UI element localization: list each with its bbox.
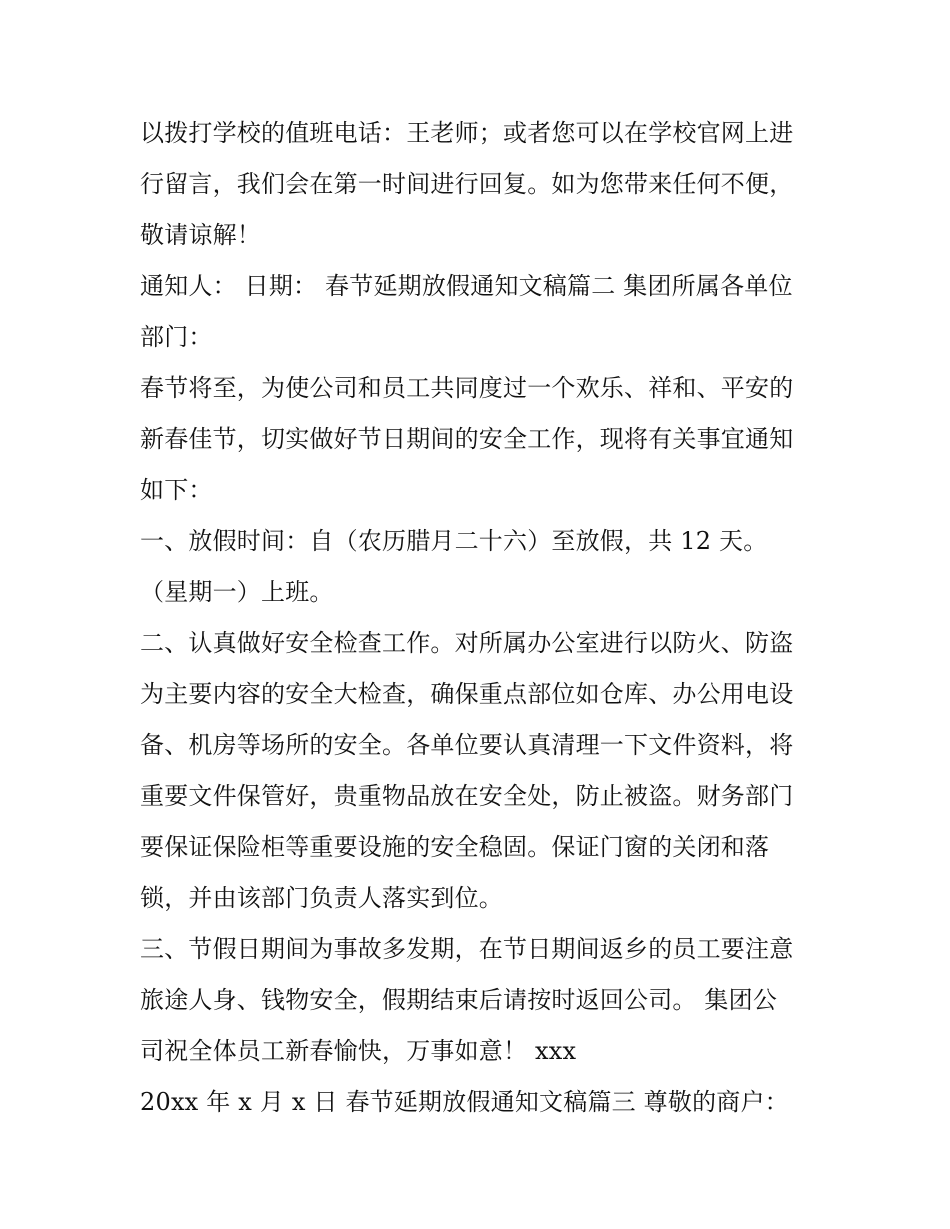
text-line: 要保证保险柜等重要设施的安全稳固。保证门窗的关闭和落: [140, 833, 770, 861]
text-line: 二、认真做好安全检查工作。对所属办公室进行以防火、防盗: [140, 629, 794, 657]
text-line: 一、放假时间：自（农历腊月二十六）至放假，共 12 天。: [140, 527, 768, 555]
text-line: 旅途人身、钱物安全，假期结束后请按时返回公司。 集团公: [140, 986, 778, 1014]
text-line: 通知人： 日期： 春节延期放假通知文稿篇二 集团所属各单位: [140, 272, 793, 300]
text-line: 春节将至，为使公司和员工共同度过一个欢乐、祥和、平安的: [140, 374, 794, 402]
text-line: 如下：: [140, 476, 213, 504]
text-line: （星期一）上班。: [140, 578, 334, 606]
text-line: 部门：: [140, 323, 213, 351]
text-line: 备、机房等场所的安全。各单位要认真清理一下文件资料，将: [140, 731, 794, 759]
text-line: 司祝全体员工新春愉快，万事如意！ xxx: [140, 1037, 577, 1065]
text-line: 为主要内容的安全大检查，确保重点部位如仓库、办公用电设: [140, 680, 794, 708]
text-line: 重要文件保管好，贵重物品放在安全处，防止被盗。财务部门: [140, 782, 794, 810]
text-line: 行留言，我们会在第一时间进行回复。如为您带来任何不便，: [140, 170, 794, 198]
text-line: 敬请谅解！: [140, 221, 261, 249]
text-line: 锁，并由该部门负责人落实到位。: [140, 884, 503, 912]
document-body: [140, 108, 820, 1128]
text-line: 20xx 年 x 月 x 日 春节延期放假通知文稿篇三 尊敬的商户：: [140, 1088, 789, 1116]
text-line: 新春佳节，切实做好节日期间的安全工作，现将有关事宜通知: [140, 425, 794, 453]
text-line: 三、节假日期间为事故多发期，在节日期间返乡的员工要注意: [140, 935, 794, 963]
text-line: 以拨打学校的值班电话：王老师；或者您可以在学校官网上进: [140, 119, 794, 147]
